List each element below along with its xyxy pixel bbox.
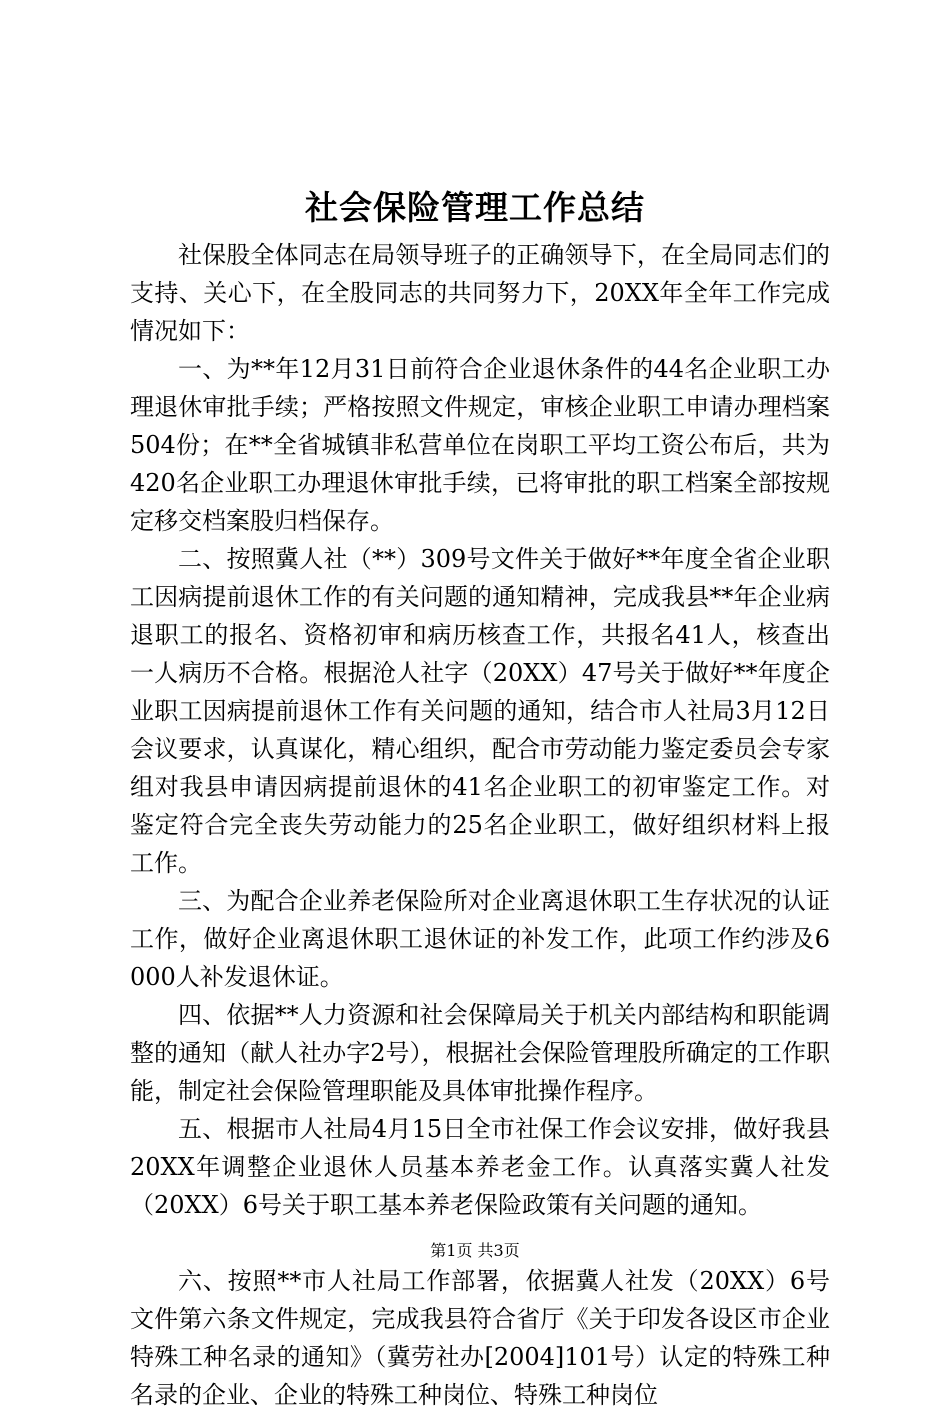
- paragraph-item-5: 五、根据市人社局4月15日全市社保工作会议安排，做好我县20XX年调整企业退休人员基本养老金工作。认真落实冀人社发（20XX）6号关于职工基本养老保险政策有关问题的通知。: [130, 1115, 830, 1219]
- paragraph-item-4: 四、依据**人力资源和社会保障局关于机关内部结构和职能调整的通知（献人社办字2号），根据社会保险管理股所确定的工作职能，制定社会保险管理职能及具体审批操作程序。: [130, 1001, 830, 1105]
- paragraph-item-1: 一、为**年12月31日前符合企业退休条件的44名企业职工办理退休审批手续；严格按照文件规定，审核企业职工申请办理档案504份；在**全省城镇非私营单位在岗职工平均工资公布后，共为420名企业职工办理退休审批手续，已将审批的职工档案全部按规定移交档案股归档保存。: [130, 355, 830, 535]
- paragraph-item-6: 六、按照**市人社局工作部署，依据冀人社发（20XX）6号文件第六条文件规定，完成我县符合省厅《关于印发各设区市企业特殊工种名录的通知》（冀劳社办[2004]101号）认定的特殊工种名录的企业、企业的特殊工种岗位、特殊工种岗位: [130, 1267, 830, 1409]
- paragraph-item-3: 三、为配合企业养老保险所对企业离退休职工生存状况的认证工作，做好企业离退休职工退休证的补发工作，此项工作约涉及6000人补发退休证。: [130, 887, 830, 991]
- document-body: [130, 236, 830, 1414]
- paragraph-intro: 社保股全体同志在局领导班子的正确领导下，在全局同志们的支持、关心下，在全股同志的共同努力下，20XX年全年工作完成情况如下：: [130, 241, 830, 345]
- document-title: 社会保险管理工作总结: [305, 188, 645, 227]
- paragraph-item-2: 二、按照冀人社（**）309号文件关于做好**年度全省企业职工因病提前退休工作的有关问题的通知精神，完成我县**年企业病退职工的报名、资格初审和病历核查工作，共报名41人，核查出一人病历不合格。根据沧人社字（20XX）47号关于做好**年度企业职工因病提前退休工作有关问题的通知，结合市人社局3月12日会议要求，认真谋化，精心组织，配合市劳动能力鉴定委员会专家组对我县申请因病提前退休的41名企业职工的初审鉴定工作。对鉴定符合完全丧失劳动能力的25名企业职工，做好组织材料上报工作。: [130, 545, 830, 877]
- page-footer: 第1页 共3页: [430, 1241, 520, 1260]
